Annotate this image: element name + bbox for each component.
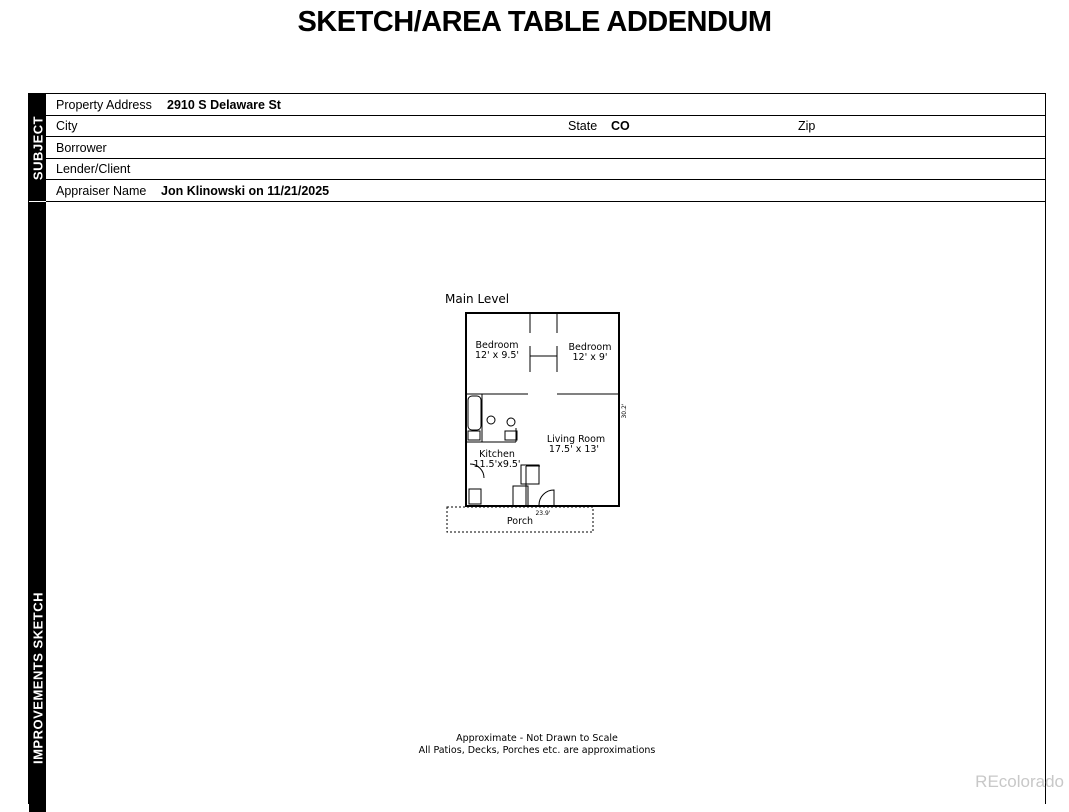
bedroom2-dim: 12' x 9' [572,352,608,363]
property-address-row [46,94,1045,116]
state-value: CO [611,119,630,133]
living-room-dim: 17.5' x 13' [548,444,600,455]
kitchen-dim: 11.5'x9.5' [473,459,521,470]
zip-label: Zip [798,119,816,133]
addendum-form [28,93,1046,804]
appraiser-row [46,180,1045,202]
bottom-dimension: 23.9' [535,510,551,517]
lender-row [46,158,1045,180]
city-label: City [56,119,78,133]
property-address-label: Property Address [56,98,152,112]
level-label: Main Level [445,292,510,306]
state-label: State [568,119,598,133]
lender-label: Lender/Client [56,162,131,176]
improvements-section-bar [29,202,46,812]
side-dimension: 30.2' [621,403,628,419]
bedroom1-name: Bedroom [475,340,519,351]
floor-plan-sketch [46,202,1046,762]
appraiser-label: Appraiser Name [56,184,147,198]
bedroom1-dim: 12' x 9.5' [474,350,520,361]
borrower-label: Borrower [56,141,107,155]
porch-name: Porch [506,516,534,527]
page-title: SKETCH/AREA TABLE ADDENDUM [297,6,772,38]
borrower-row [46,137,1045,159]
approximation-note: All Patios, Decks, Porches etc. are approximations [418,745,656,756]
city-row [46,115,1045,137]
living-room-name: Living Room [546,434,606,445]
appraiser-value: Jon Klinowski on 11/21/2025 [161,184,330,198]
subject-section-bar [29,94,46,201]
subject-section-label: SUBJECT [30,115,45,180]
recolorado-watermark: REcolorado [975,772,1064,791]
improvements-section-label: IMPROVEMENTS SKETCH [30,591,45,764]
kitchen-name: Kitchen [479,449,515,460]
scale-note: Approximate - Not Drawn to Scale [456,733,618,744]
room-labels [473,340,611,470]
bedroom2-name: Bedroom [568,342,612,353]
property-address-value: 2910 S Delaware St [167,98,281,112]
